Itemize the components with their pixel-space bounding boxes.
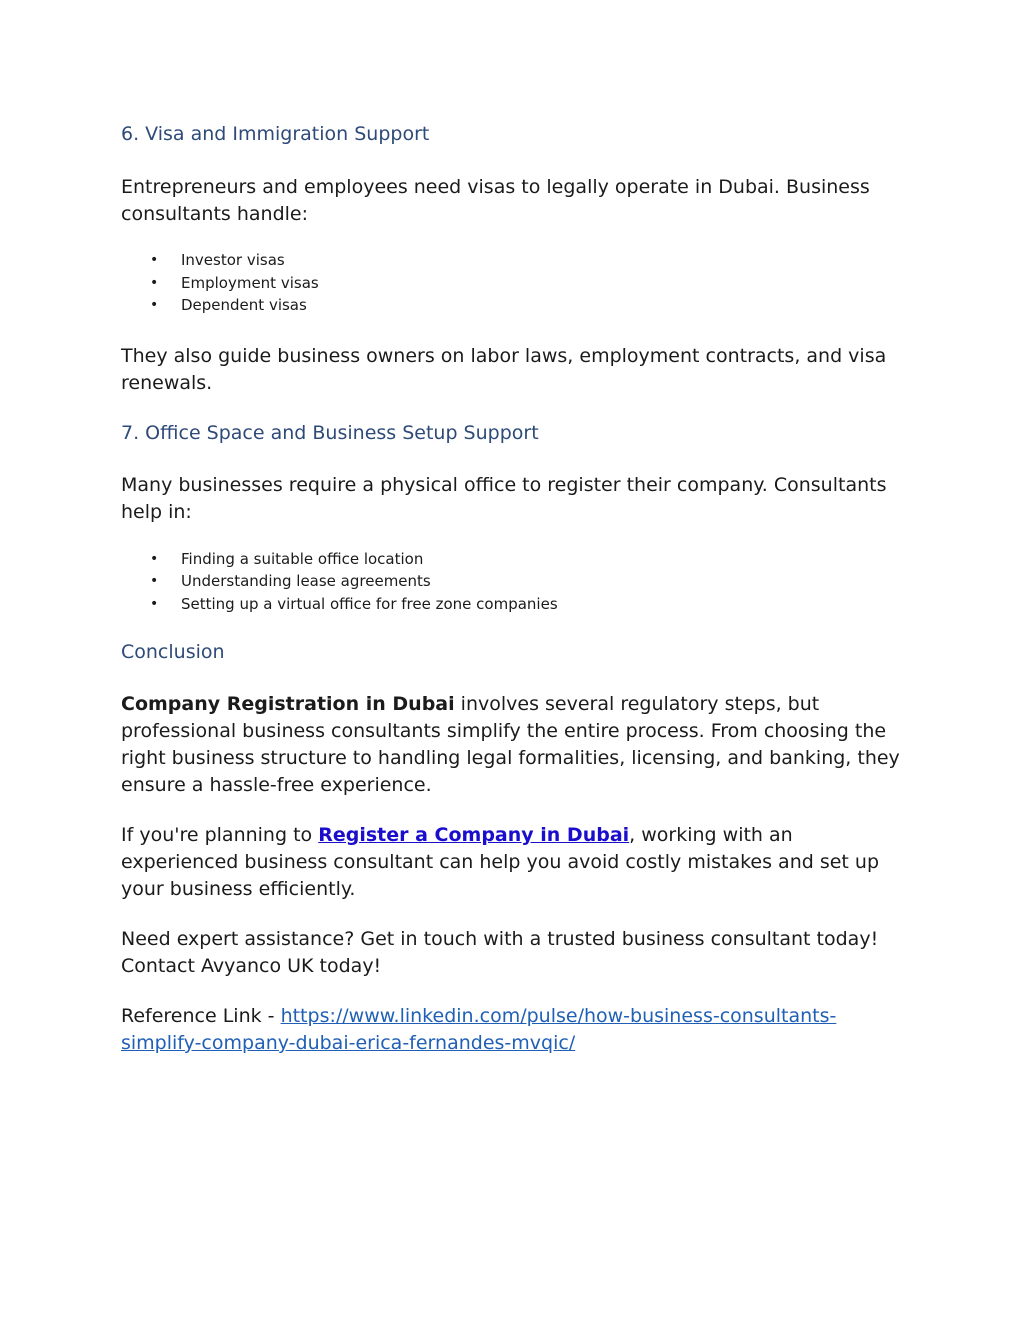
list-item: • Finding a suitable office location <box>121 548 911 571</box>
bullet-icon: • <box>150 274 159 291</box>
company-registration-bold: Company Registration in Dubai <box>121 693 455 715</box>
conclusion-heading: Conclusion <box>121 641 225 663</box>
bullet-icon: • <box>150 252 159 268</box>
bullet-icon: • <box>150 573 159 589</box>
conclusion-paragraph-2: If you're planning to Register a Company in Dubai, working with an experienced business consultant can help you avoid costly mistakes and set up your business efficiently. <box>121 824 880 900</box>
register-company-link[interactable]: Register a Company in Dubai <box>318 824 630 846</box>
bullet-icon: • <box>150 550 159 567</box>
section-7-heading: 7. Office Space and Business Setup Support <box>121 421 539 444</box>
conclusion-paragraph-1: Company Registration in Dubai involves several regulatory steps, but professional business consultants simplify the entire process. From choosing the right business structure to handling legal formalities, licensing, and banking, they ensure a hassle-free experience. <box>121 693 900 796</box>
list-item: • Employment visas <box>121 272 911 295</box>
section-6-outro: They also guide business owners on labor laws, employment contracts, and visa renewals. <box>121 344 887 394</box>
reference-paragraph: Reference Link - https://www.linkedin.com/pulse/how-business-consultants-simplify-company-dubai-erica-fernandes-mvqic/ <box>121 1005 837 1054</box>
document-page <box>121 120 911 1057</box>
reference-link[interactable]: https://www.linkedin.com/pulse/how-business-consultants-simplify-company-dubai-erica-fernandes-mvqic/ <box>121 1005 837 1054</box>
list-item: • Understanding lease agreements <box>121 570 911 593</box>
bullet-icon: • <box>150 297 159 313</box>
section-7-intro: Many businesses require a physical office to register their company. Consultants help in: <box>121 473 887 523</box>
section-6-list <box>121 249 911 317</box>
section-7-list <box>121 548 911 616</box>
section-6-heading: 6. Visa and Immigration Support <box>121 123 430 145</box>
bullet-icon: • <box>150 595 159 612</box>
section-6-intro: Entrepreneurs and employees need visas to legally operate in Dubai. Business consultants handle: <box>121 176 870 225</box>
conclusion-paragraph-3: Need expert assistance? Get in touch with a trusted business consultant today! Contact Avyanco UK today! <box>121 928 879 977</box>
list-item: • Setting up a virtual office for free zone companies <box>121 593 911 616</box>
list-item: • Investor visas <box>121 249 911 272</box>
list-item: • Dependent visas <box>121 294 911 317</box>
